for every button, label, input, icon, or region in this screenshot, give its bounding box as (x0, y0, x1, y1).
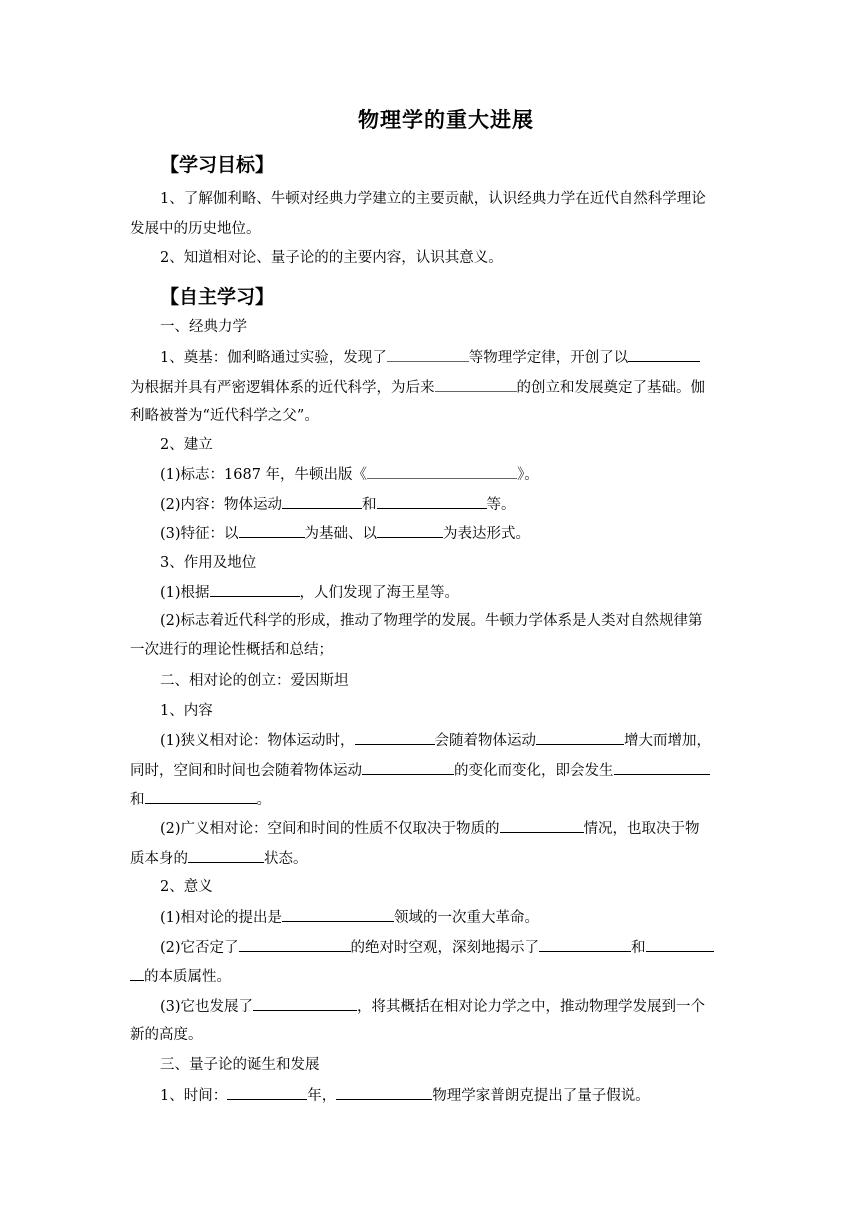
goal-1-line-1: 1、了解伽利略、牛顿对经典力学建立的主要贡献，认识经典力学在近代自然科学理论 (160, 191, 706, 207)
special-relativity-line-2 (130, 760, 710, 781)
text: 物理学家普朗克提出了量子假说。 (432, 1088, 650, 1104)
fill-blank[interactable] (282, 494, 362, 509)
text: (2)它否定了 (160, 940, 239, 956)
text: 。 (256, 792, 271, 808)
significance-2-line-2 (130, 966, 231, 987)
text: (1)狭义相对论：物体运动时， (160, 733, 355, 749)
fill-blank[interactable] (239, 937, 351, 952)
quantum-time (160, 1085, 650, 1106)
significance-3-line-2: 新的高度。 (130, 1027, 203, 1043)
text: 质本身的 (130, 851, 188, 867)
significance-3-line-1 (160, 996, 705, 1017)
fill-blank[interactable] (227, 1085, 307, 1100)
general-relativity-line-1 (160, 818, 700, 839)
text: (3)特征：以 (160, 526, 239, 542)
fill-blank[interactable] (435, 377, 517, 392)
text: 为基础、以 (304, 526, 378, 542)
fill-blank[interactable] (387, 347, 469, 362)
text: 和 (631, 940, 646, 956)
text: 和 (130, 792, 145, 808)
part-3-heading: 三、量子论的诞生和发展 (160, 1057, 320, 1073)
text: 领域的一次重大革命。 (394, 910, 540, 926)
fill-blank[interactable] (210, 582, 300, 597)
text: 年， (307, 1088, 337, 1104)
establish-symbol (160, 464, 539, 485)
establish-content (160, 494, 516, 515)
role-basis (160, 582, 459, 603)
part-1-heading: 一、经典力学 (160, 319, 247, 335)
text: (1)标志：1687 年，牛顿出版《 (160, 467, 368, 483)
fill-blank[interactable] (536, 730, 624, 745)
fill-blank[interactable] (145, 789, 257, 804)
item-significance: 2、意义 (160, 879, 213, 895)
text: (1)相对论的提出是 (160, 910, 283, 926)
goal-2: 2、知道相对论、量子论的的主要内容，认识其意义。 (160, 250, 503, 266)
item-establish: 2、建立 (160, 437, 213, 453)
text: 的变化而变化，即会发生 (454, 763, 614, 779)
fill-blank[interactable] (336, 1085, 432, 1100)
text: 会随着物体运动 (434, 733, 537, 749)
fill-blank[interactable] (367, 464, 517, 479)
text: ，将其概括在相对论力学之中，推动物理学发展到一个 (357, 999, 706, 1015)
text: 1、时间： (160, 1088, 228, 1104)
fill-blank[interactable] (377, 523, 443, 538)
text: 状态。 (264, 851, 308, 867)
general-relativity-line-2 (130, 848, 308, 869)
part-2-heading: 二、相对论的创立：爱因斯坦 (160, 673, 349, 689)
fill-blank[interactable] (539, 937, 631, 952)
special-relativity-line-3 (130, 789, 271, 810)
fill-blank[interactable] (282, 907, 394, 922)
text: 情况，也取决于物 (583, 821, 700, 837)
text: 1、奠基：伽利略通过实验，发现了 (160, 350, 387, 366)
fill-blank[interactable] (628, 347, 700, 362)
text: (1)根据 (160, 585, 210, 601)
text: 等。 (486, 497, 516, 513)
fill-blank[interactable] (355, 730, 435, 745)
paragraph-foundation-line-1 (160, 347, 700, 368)
fill-blank[interactable] (377, 494, 487, 509)
significance-1 (160, 907, 539, 928)
text: 和 (362, 497, 377, 513)
role-symbol-line-2: 一次进行的理论性概括和总结； (130, 642, 333, 658)
text: (2)内容：物体运动 (160, 497, 283, 513)
text: 增大而增加， (624, 733, 712, 749)
role-symbol-line-1: (2)标志着近代科学的形成，推动了物理学的发展。牛顿力学体系是人类对自然规律第 (160, 613, 703, 629)
text: 为表达形式。 (443, 526, 531, 542)
fill-blank[interactable] (646, 937, 714, 952)
fill-blank[interactable] (130, 966, 144, 981)
text: 的本质属性。 (144, 969, 231, 985)
text: 的绝对时空观，深刻地揭示了 (350, 940, 540, 956)
text: 同时，空间和时间也会随着物体运动 (130, 763, 362, 779)
fill-blank[interactable] (500, 818, 584, 833)
item-content: 1、内容 (160, 703, 213, 719)
paragraph-foundation-line-2 (130, 377, 705, 398)
page-title: 物理学的重大进展 (358, 107, 534, 132)
fill-blank[interactable] (253, 996, 357, 1011)
text: (2)广义相对论：空间和时间的性质不仅取决于物质的 (160, 821, 500, 837)
text: ，人们发现了海王星等。 (299, 585, 460, 601)
text: 》。 (517, 467, 539, 483)
fill-blank[interactable] (614, 760, 710, 775)
text: 等物理学定律，开创了以 (468, 350, 629, 366)
fill-blank[interactable] (188, 848, 264, 863)
section-heading-self-study: 【自主学习】 (160, 286, 275, 308)
item-role: 3、作用及地位 (160, 555, 257, 571)
paragraph-foundation-line-3: 利略被誉为“近代科学之父”。 (130, 408, 319, 424)
special-relativity-line-1 (160, 730, 711, 751)
fill-blank[interactable] (239, 523, 305, 538)
section-heading-goals: 【学习目标】 (160, 154, 275, 176)
fill-blank[interactable] (362, 760, 454, 775)
significance-2-line-1 (160, 937, 714, 958)
establish-feature (160, 523, 530, 544)
text: 为根据并具有严密逻辑体系的近代科学，为后来 (130, 380, 435, 396)
text: (3)它也发展了 (160, 999, 254, 1015)
text: 的创立和发展奠定了基础。伽 (516, 380, 705, 396)
goal-1-line-2: 发展中的历史地位。 (130, 221, 261, 237)
